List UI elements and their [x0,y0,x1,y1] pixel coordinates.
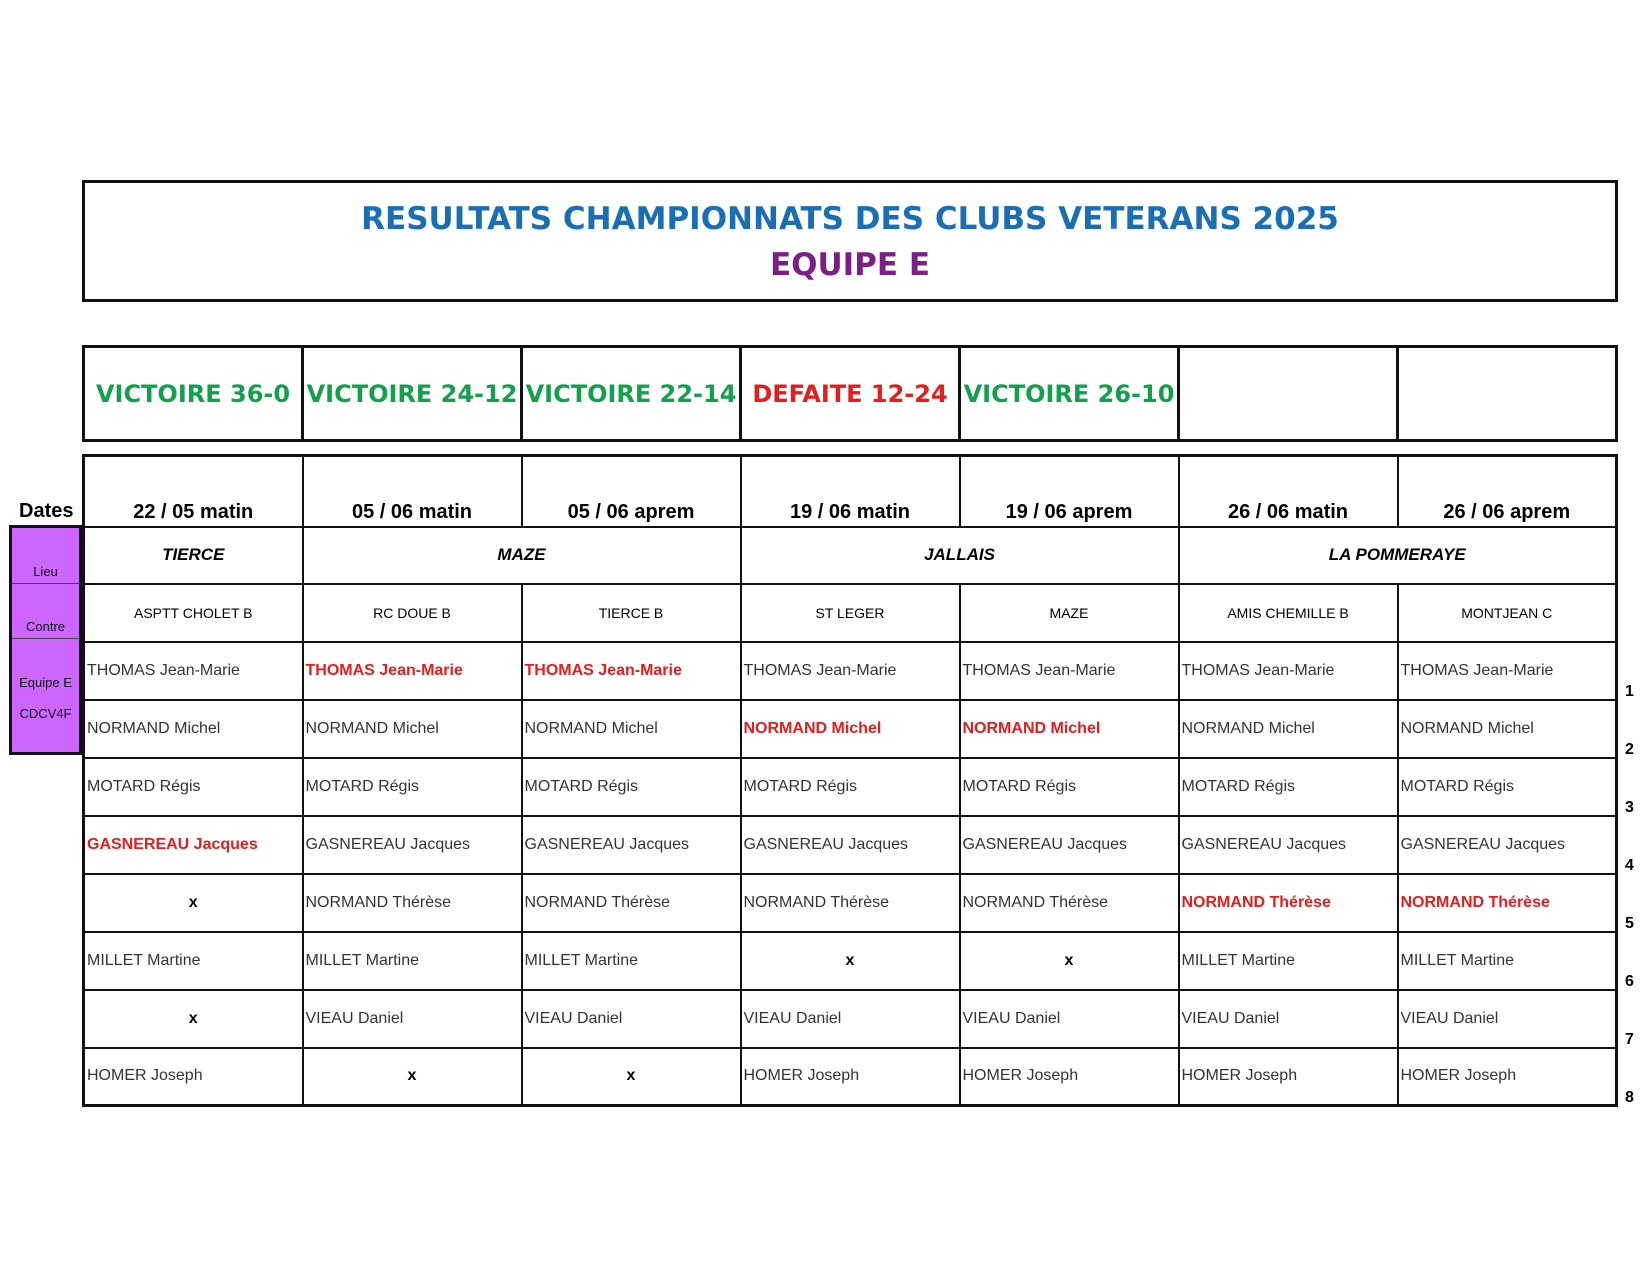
row-number: 8 [1625,1089,1634,1106]
result-cell: VICTOIRE 26-10 [960,347,1179,441]
dates-row [84,456,1617,527]
dates-label: Dates [19,500,74,522]
absent-cell: x [303,1048,522,1106]
player-cell: MOTARD Régis [960,758,1179,816]
player-cell: GASNEREAU Jacques [303,816,522,874]
player-cell: HOMER Joseph [741,1048,960,1106]
player-cell: NORMAND Thérèse [1398,874,1617,932]
player-cell: THOMAS Jean-Marie [960,642,1179,700]
table-row [84,932,1617,990]
results-row [84,347,1617,441]
player-cell: HOMER Joseph [1398,1048,1617,1106]
table-row [84,758,1617,816]
contre-row [84,584,1617,642]
opponent-cell: TIERCE B [522,584,741,642]
date-cell: 26 / 06 matin [1179,456,1398,527]
contre-label: Contre [25,619,66,634]
player-cell: NORMAND Michel [522,700,741,758]
result-cell: VICTOIRE 36-0 [84,347,303,441]
date-cell: 19 / 06 matin [741,456,960,527]
lieu-cell: JALLAIS [741,527,1179,584]
player-cell: HOMER Joseph [960,1048,1179,1106]
date-cell: 05 / 06 aprem [522,456,741,527]
opponent-cell: MAZE [960,584,1179,642]
player-cell: THOMAS Jean-Marie [303,642,522,700]
schedule-table [82,454,1618,1107]
lieu-row [84,527,1617,584]
table-row [84,816,1617,874]
absent-cell: x [741,932,960,990]
page-subtitle: EQUIPE E [769,247,931,283]
date-cell: 19 / 06 aprem [960,456,1179,527]
player-cell: VIEAU Daniel [960,990,1179,1048]
player-cell: GASNEREAU Jacques [1179,816,1398,874]
player-cell: VIEAU Daniel [1398,990,1617,1048]
club-label: CDCV4F [19,706,72,721]
player-cell: VIEAU Daniel [522,990,741,1048]
player-cell: NORMAND Thérèse [303,874,522,932]
player-cell: GASNEREAU Jacques [741,816,960,874]
player-cell: NORMAND Thérèse [1179,874,1398,932]
opponent-cell: MONTJEAN C [1398,584,1617,642]
player-cell: THOMAS Jean-Marie [741,642,960,700]
player-cell: GASNEREAU Jacques [1398,816,1617,874]
player-cell: THOMAS Jean-Marie [1398,642,1617,700]
player-cell: MOTARD Régis [741,758,960,816]
table-row [84,990,1617,1048]
player-cell: NORMAND Michel [303,700,522,758]
table-row [84,1048,1617,1106]
player-cell: VIEAU Daniel [303,990,522,1048]
player-cell: MILLET Martine [84,932,303,990]
player-cell: GASNEREAU Jacques [84,816,303,874]
player-cell: NORMAND Michel [960,700,1179,758]
title-box [82,180,1618,302]
player-cell: VIEAU Daniel [741,990,960,1048]
date-cell: 26 / 06 aprem [1398,456,1617,527]
sidebar-divider [12,638,79,639]
player-cell: NORMAND Thérèse [522,874,741,932]
player-cell: MOTARD Régis [1179,758,1398,816]
result-cell [1179,347,1398,441]
row-number: 4 [1625,857,1634,874]
player-cell: NORMAND Michel [1179,700,1398,758]
result-cell: VICTOIRE 24-12 [303,347,522,441]
player-cell: MOTARD Régis [303,758,522,816]
player-cell: HOMER Joseph [1179,1048,1398,1106]
row-number: 5 [1625,915,1634,932]
lieu-label: Lieu [33,564,58,579]
absent-cell: x [84,990,303,1048]
player-cell: THOMAS Jean-Marie [522,642,741,700]
row-number: 6 [1625,973,1634,990]
page-title: RESULTATS CHAMPIONNATS DES CLUBS VETERANS 2025 [361,201,1339,237]
sidebar-divider [12,583,79,584]
lieu-cell: MAZE [303,527,741,584]
row-number: 2 [1625,741,1634,758]
player-cell: GASNEREAU Jacques [960,816,1179,874]
player-cell: NORMAND Michel [84,700,303,758]
result-cell: VICTOIRE 22-14 [522,347,741,441]
absent-cell: x [84,874,303,932]
team-sidebar [9,525,82,755]
date-cell: 22 / 05 matin [84,456,303,527]
table-row [84,700,1617,758]
player-cell: THOMAS Jean-Marie [84,642,303,700]
lieu-cell: TIERCE [84,527,303,584]
result-cell [1398,347,1617,441]
player-cell: HOMER Joseph [84,1048,303,1106]
opponent-cell: AMIS CHEMILLE B [1179,584,1398,642]
player-cell: VIEAU Daniel [1179,990,1398,1048]
results-table [82,345,1618,442]
row-number: 1 [1625,683,1634,700]
absent-cell: x [522,1048,741,1106]
player-cell: NORMAND Thérèse [741,874,960,932]
result-cell: DEFAITE 12-24 [741,347,960,441]
player-cell: MOTARD Régis [522,758,741,816]
player-cell: MILLET Martine [522,932,741,990]
player-cell: NORMAND Michel [741,700,960,758]
team-label: Equipe E [19,675,72,690]
table-row [84,874,1617,932]
opponent-cell: ST LEGER [741,584,960,642]
player-cell: MILLET Martine [1179,932,1398,990]
row-number: 3 [1625,799,1634,816]
player-cell: NORMAND Thérèse [960,874,1179,932]
player-cell: THOMAS Jean-Marie [1179,642,1398,700]
player-cell: GASNEREAU Jacques [522,816,741,874]
opponent-cell: RC DOUE B [303,584,522,642]
lieu-cell: LA POMMERAYE [1179,527,1617,584]
player-cell: NORMAND Michel [1398,700,1617,758]
player-cell: MOTARD Régis [1398,758,1617,816]
player-cell: MILLET Martine [303,932,522,990]
table-row [84,642,1617,700]
absent-cell: x [960,932,1179,990]
row-number: 7 [1625,1031,1634,1048]
player-cell: MOTARD Régis [84,758,303,816]
opponent-cell: ASPTT CHOLET B [84,584,303,642]
date-cell: 05 / 06 matin [303,456,522,527]
player-cell: MILLET Martine [1398,932,1617,990]
